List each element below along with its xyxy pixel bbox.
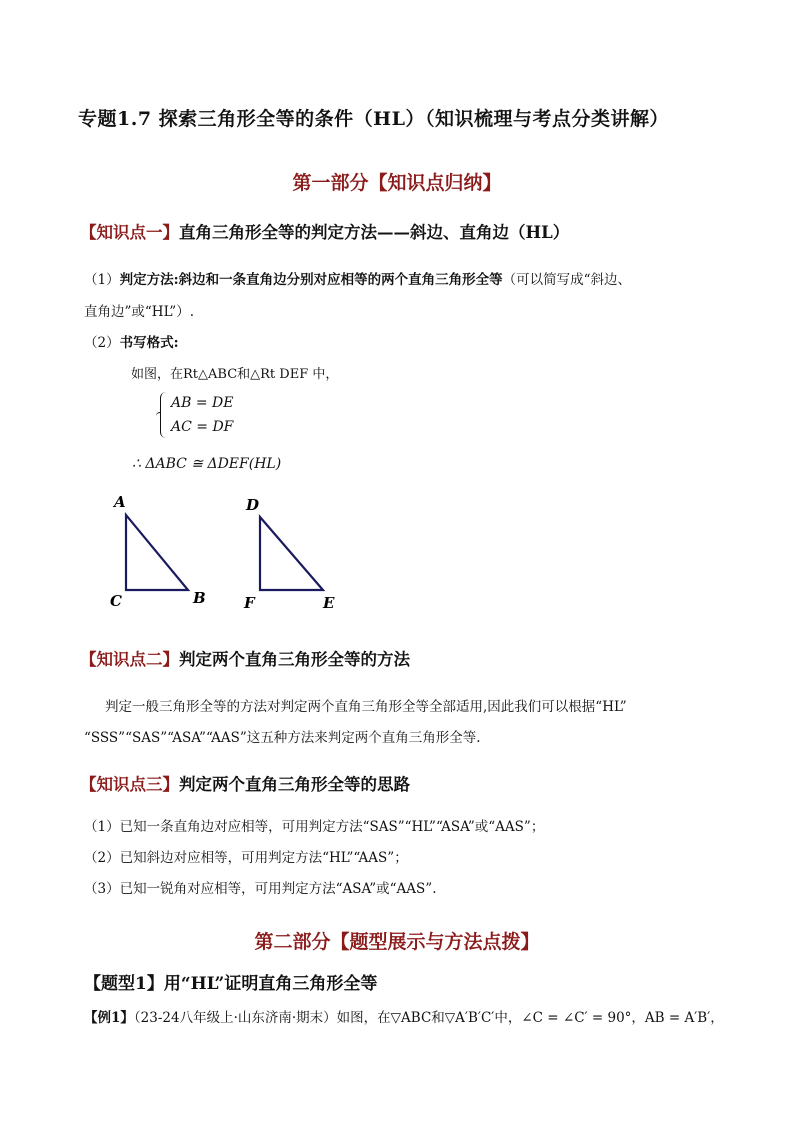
kp1-p1-line2: 直角边”或“HL”）. — [84, 304, 194, 320]
label-a: A — [114, 493, 126, 511]
triangle-abc — [126, 515, 188, 590]
kp1-p1-bold: 判定方法:斜边和一条直角边分别对应相等的两个直角三角形全等 — [119, 272, 503, 288]
label-e: E — [323, 594, 335, 612]
kp3-item-2: （2）已知斜边对应相等，可用判定方法“HL”“AAS”； — [84, 850, 408, 866]
kp1-p1-prefix: （1） — [84, 272, 120, 288]
part1-title: 第一部分【知识点归纳】 — [292, 172, 502, 194]
kp2-bracket: 【知识点二】 — [80, 650, 179, 669]
kp3-item-3: （3）已知一锐角对应相等，可用判定方法“ASA”或“AAS”. — [84, 881, 437, 897]
label-d: D — [246, 496, 260, 514]
kp3-title: 判定两个直角三角形全等的思路 — [179, 775, 410, 794]
label-c: C — [110, 592, 122, 610]
kp3-heading — [80, 771, 410, 795]
kp2-line1: 判定一般三角形全等的方法对判定两个直角三角形全等全部适用,因此我们可以根据“HL” — [105, 699, 627, 715]
label-b: B — [193, 589, 206, 607]
example-1 — [84, 1006, 724, 1026]
triangle-def — [260, 517, 323, 590]
kp1-heading — [80, 219, 569, 243]
equation-1: AB = DE — [171, 395, 234, 411]
kp1-bracket: 【知识点一】 — [80, 223, 179, 242]
kp2-heading — [80, 646, 410, 670]
conclusion: ∴ ΔABC ≅ ΔDEF(HL) — [132, 456, 282, 472]
example-1-tag: 【例1】 — [84, 1010, 134, 1026]
kp1-p2-bold: 书写格式: — [119, 335, 179, 351]
kp3-bracket: 【知识点三】 — [80, 775, 179, 794]
kp3-item-1: （1）已知一条直角边对应相等，可用判定方法“SAS”“HL”“ASA”或“AAS”； — [84, 819, 545, 835]
kp1-p1-rest: （可以简写成“斜边、 — [502, 272, 631, 288]
system-brace — [160, 392, 169, 438]
type1-title: 【题型1】用“HL”证明直角三角形全等 — [84, 974, 378, 994]
equation-2: AC = DF — [171, 419, 234, 435]
kp1-p2 — [84, 331, 179, 351]
kp2-title: 判定两个直角三角形全等的方法 — [179, 650, 410, 669]
part2-title: 第二部分【题型展示与方法点拨】 — [254, 931, 540, 953]
system-brace-tip — [156, 412, 161, 418]
kp1-intro: 如图，在Rt△ABC和△Rt DEF 中， — [131, 367, 339, 382]
kp1-p2-prefix: （2） — [84, 335, 120, 351]
triangles-figure — [100, 488, 360, 618]
kp2-line2: “SSS”“SAS”“ASA”“AAS”这五种方法来判定两个直角三角形全等. — [84, 730, 481, 746]
label-f: F — [244, 594, 255, 612]
example-1-text: （23-24八年级上·山东济南·期末）如图，在▽ABC和▽A′B′C′中，∠C = ∠C′ = 90°，AB = A′B′， — [133, 1010, 724, 1026]
document-title: 专题1.7 探索三角形全等的条件（HL）（知识梳理与考点分类讲解） — [78, 108, 669, 130]
kp1-p1 — [84, 268, 631, 288]
kp1-title: 直角三角形全等的判定方法——斜边、直角边（HL） — [179, 223, 570, 242]
